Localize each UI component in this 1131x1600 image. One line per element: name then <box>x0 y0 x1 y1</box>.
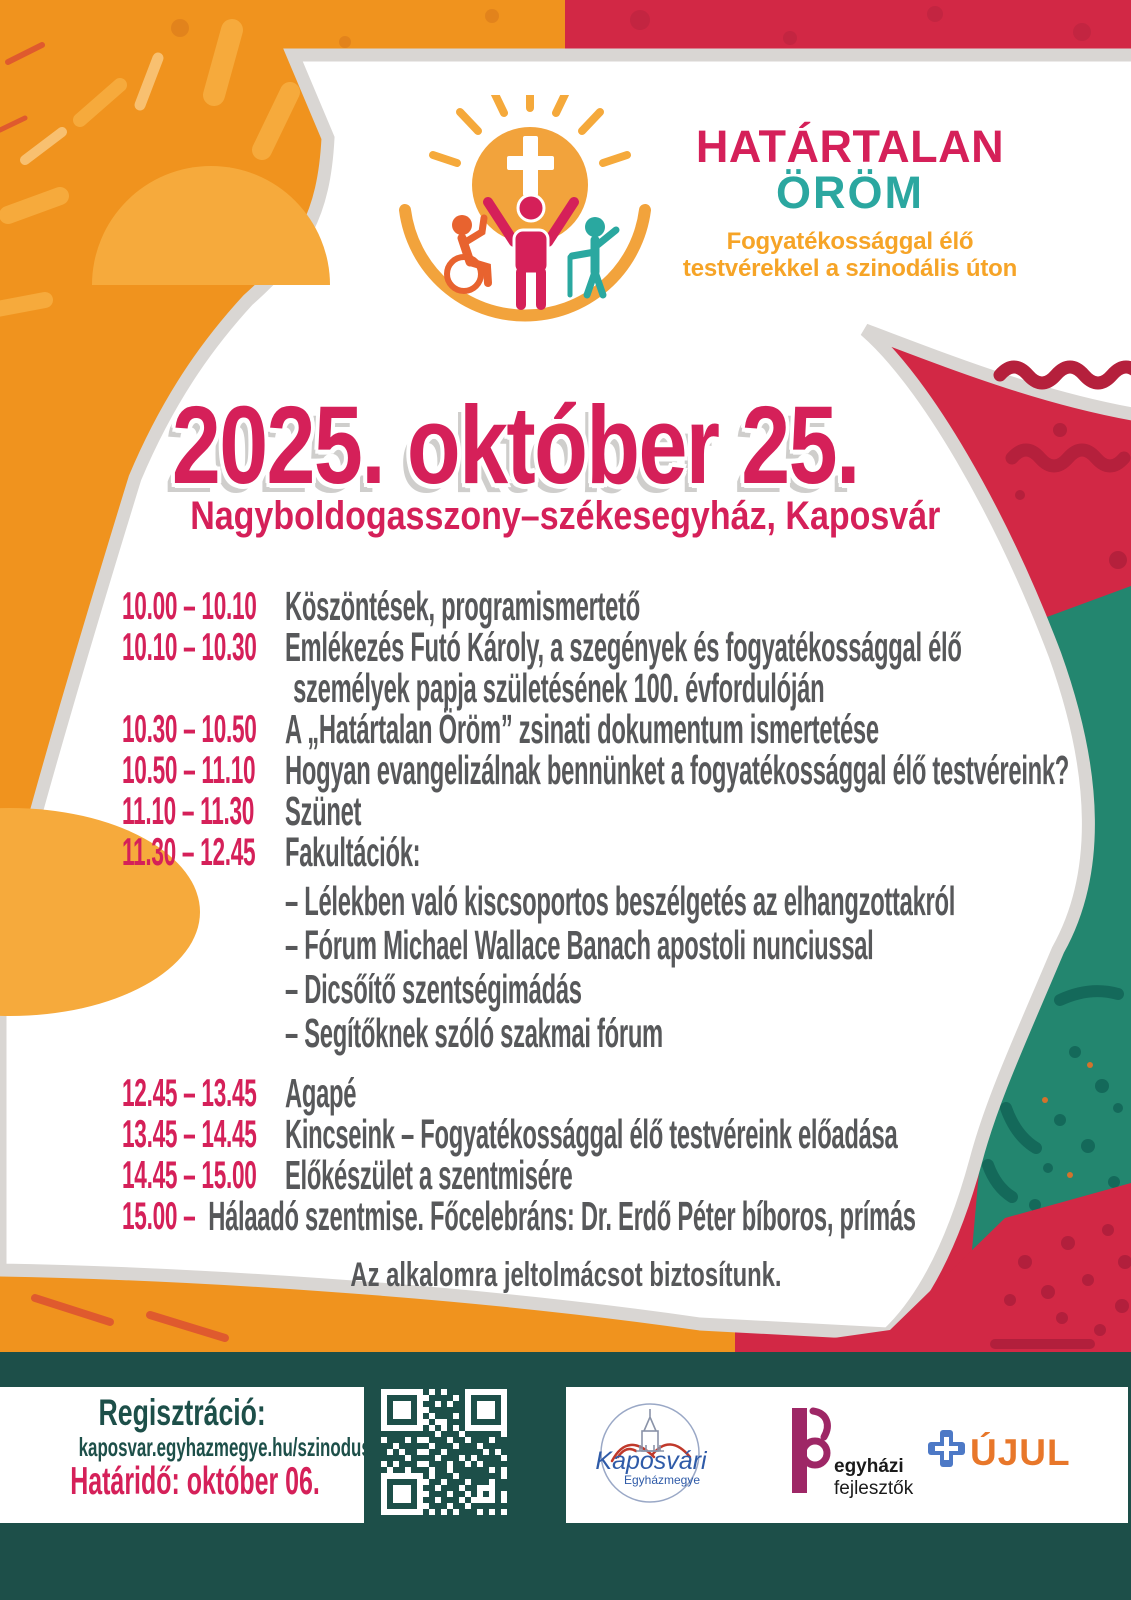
partner-logos-box <box>566 1387 1128 1523</box>
schedule-row <box>122 1193 1073 1239</box>
schedule-text: Agapé <box>284 1070 357 1116</box>
schedule-time: 11.30 – 12.45 <box>122 830 256 874</box>
schedule-row <box>122 583 1073 629</box>
wheelchair-figure-icon <box>447 215 488 291</box>
schedule-bullet: – Lélekben való kiscsoportos beszélgetés az elhangzottakról <box>284 877 956 924</box>
developers-line2: fejlesztők <box>834 1478 914 1499</box>
schedule-bullet: – Fórum Michael Wallace Banach apostoli nunciussal <box>284 921 874 968</box>
schedule-time: 14.45 – 15.00 <box>122 1153 257 1197</box>
schedule-text: Előkészület a szentmisére <box>284 1152 573 1198</box>
ujul-label: ÚJUL <box>970 1432 1071 1473</box>
schedule-text: Kincseink – Fogyatékossággal élő testvéreink előadása <box>284 1111 898 1157</box>
schedule-time: 10.10 – 10.30 <box>122 625 257 669</box>
schedule-text: Hogyan evangelizálnak bennünket a fogyatékossággal élő testvéreink? <box>284 747 1070 793</box>
schedule-time: 10.00 – 10.10 <box>122 584 257 628</box>
schedule-text: Hálaadó szentmise. Főcelebráns: Dr. Erdő Péter bíboros, prímás <box>208 1193 916 1239</box>
schedule-text: Fakultációk: <box>284 829 421 875</box>
event-date: 2025. október 25. <box>171 384 859 507</box>
kaposvari-egyhazmegye-logo <box>595 1404 708 1502</box>
schedule-text: személyek papja születésének 100. évfordulóján <box>293 665 825 711</box>
schedule-time: 12.45 – 13.45 <box>122 1071 257 1115</box>
schedule-bullet: – Segítőknek szóló szakmai fórum <box>284 1009 663 1056</box>
registration-url[interactable]: kaposvar.egyhazmegye.hu/szinodus <box>78 1432 371 1462</box>
schedule-row <box>122 829 1073 875</box>
developers-line1: egyházi <box>834 1456 904 1477</box>
page-title: HATÁRTALAN <box>695 121 1005 172</box>
subtitle <box>655 228 1045 282</box>
ef-glyph-hook <box>813 1411 827 1437</box>
schedule-list <box>122 583 1073 1239</box>
schedule-time: 15.00 – <box>122 1194 196 1238</box>
schedule-time: 11.10 – 11.30 <box>122 789 255 833</box>
schedule-text: Szünet <box>284 788 362 834</box>
subtitle-line1: Fogyatékossággal élő <box>726 227 974 255</box>
schedule-row <box>122 624 1073 670</box>
title-block <box>655 121 1045 282</box>
schedule-bullet: – Dicsőítő szentségimádás <box>284 965 582 1012</box>
schedule-text: A „Határtalan Öröm” zsinati dokumentum ismertetése <box>284 706 879 752</box>
registration-label: Regisztráció: <box>98 1392 266 1433</box>
plus-icon <box>928 1430 965 1467</box>
egyhazi-fejlesztok-logo <box>792 1408 914 1499</box>
sign-language-note: Az alkalomra jeltolmácsot biztosítunk. <box>349 1256 782 1294</box>
schedule-row <box>122 706 1073 752</box>
diocese-name: Kaposvári <box>595 1447 707 1475</box>
schedule-row <box>122 1111 1073 1157</box>
event-location: Nagyboldogasszony–székesegyház, Kaposvár <box>190 494 941 538</box>
schedule-row <box>122 747 1073 793</box>
schedule-time: 13.45 – 14.45 <box>122 1112 257 1156</box>
registration-box <box>0 1387 371 1523</box>
schedule-time: 10.50 – 11.10 <box>122 748 256 792</box>
schedule-row <box>122 788 1073 834</box>
qr-code <box>378 1386 510 1518</box>
schedule-text: Köszöntések, programismertető <box>284 583 640 629</box>
event-logo <box>395 95 665 330</box>
ujul-logo <box>928 1430 1071 1473</box>
page-title-line2: ÖRÖM <box>776 166 924 218</box>
schedule-text: Emlékezés Futó Károly, a szegények és fogyatékossággal élő <box>284 624 962 670</box>
subtitle-line2: testvérekkel a szinodális úton <box>682 254 1018 282</box>
schedule-row <box>122 665 1073 711</box>
registration-deadline: Határidő: október 06. <box>70 1460 320 1503</box>
schedule-row <box>122 1070 1073 1116</box>
diocese-subname: Egyházmegye <box>623 1473 701 1487</box>
schedule-time: 10.30 – 10.50 <box>122 707 257 751</box>
schedule-row <box>122 1152 1073 1198</box>
